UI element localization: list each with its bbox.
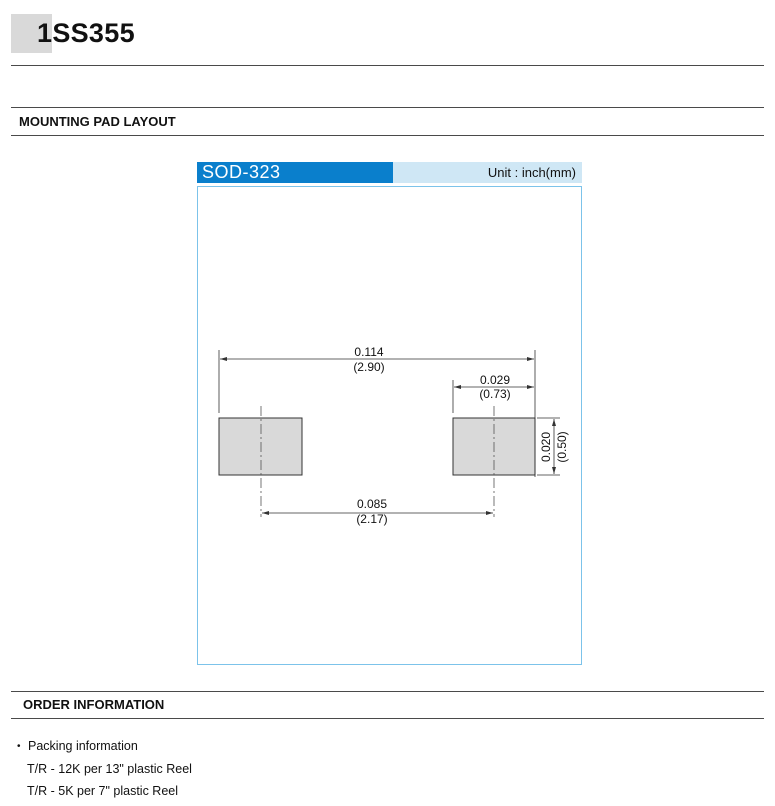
order-section-title: ORDER INFORMATION (23, 697, 165, 712)
pad-width-mm: (0.73) (479, 387, 511, 401)
center-arrow-left (262, 511, 269, 515)
packing-line: T/R - 5K per 7" plastic Reel (27, 784, 179, 798)
package-name-label: SOD-323 (197, 162, 393, 183)
left-pad (219, 418, 302, 475)
pad-width-inch: 0.029 (479, 373, 511, 387)
packing-line: T/R - 12K per 13" plastic Reel (27, 762, 192, 776)
pad-height-inch: 0.020 (539, 431, 553, 463)
order-divider-top (11, 691, 764, 692)
packing-info-label: Packing information (28, 739, 138, 753)
pad-width-arrow-left (454, 385, 461, 389)
pad-width-arrow-right (527, 385, 534, 389)
order-divider-bottom (11, 718, 764, 719)
overall-arrow-left (220, 357, 227, 361)
pad-height-mm: (0.50) (555, 431, 569, 463)
unit-label: Unit : inch(mm) (393, 162, 582, 183)
part-number-title: 1SS355 (37, 18, 135, 48)
pad-height-arrow-top (552, 419, 556, 426)
overall-dim-inch: 0.114 (354, 345, 384, 359)
overall-dim-mm: (2.90) (353, 360, 385, 374)
center-dim-inch: 0.085 (356, 497, 388, 511)
bullet-icon: • (17, 741, 21, 752)
center-arrow-right (486, 511, 493, 515)
pad-height-arrow-bottom (552, 467, 556, 474)
mounting-section-title: MOUNTING PAD LAYOUT (19, 114, 176, 129)
center-dim-mm: (2.17) (356, 512, 388, 526)
overall-arrow-right (527, 357, 534, 361)
